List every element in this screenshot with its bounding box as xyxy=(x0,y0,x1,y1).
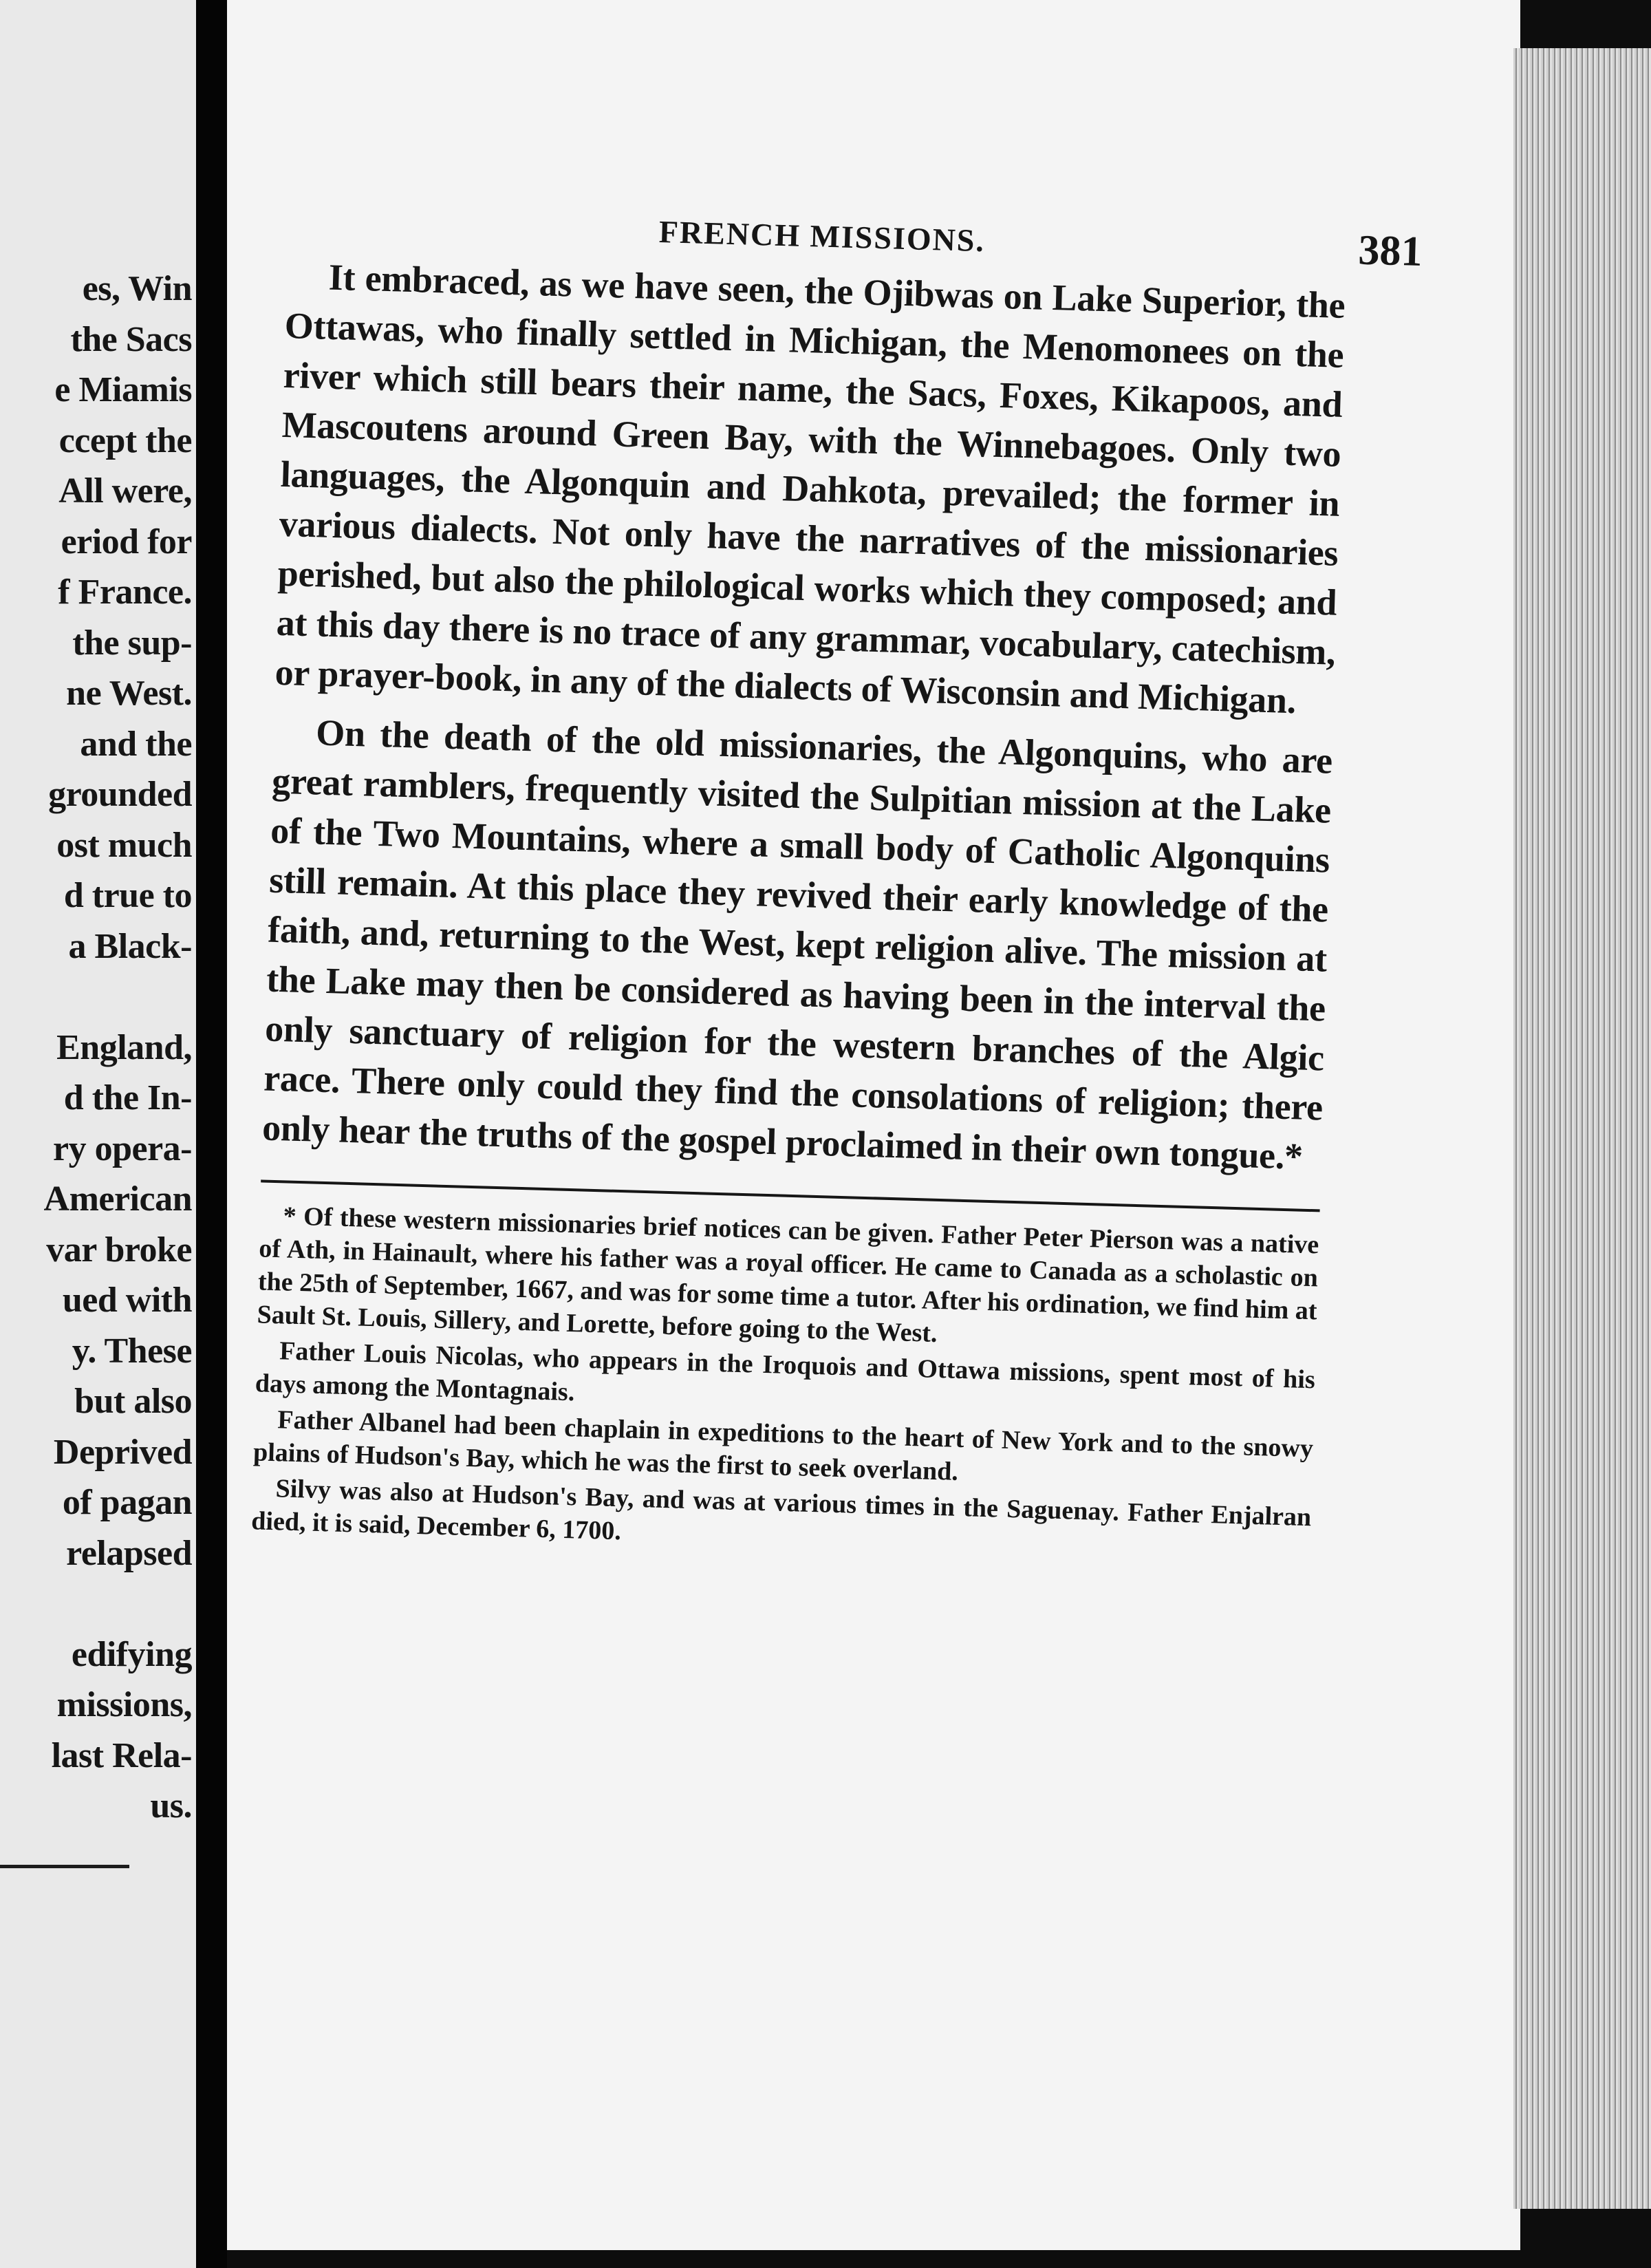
left-page-line: but also xyxy=(74,1382,192,1421)
left-footnote-rule xyxy=(0,1865,129,1868)
left-page-line: var broke xyxy=(46,1230,192,1270)
left-page-line: d the In- xyxy=(63,1078,192,1117)
left-page-line: and the xyxy=(80,724,192,764)
left-page-line: England, xyxy=(56,1027,192,1067)
left-page-line: es, Win xyxy=(82,269,192,308)
left-page-line: the sup- xyxy=(72,623,192,663)
left-page-line: a Black- xyxy=(68,926,192,966)
left-page-line: d true to xyxy=(63,876,192,915)
left-page-line: ost much xyxy=(56,825,192,865)
page-number: 381 xyxy=(1357,226,1423,276)
body-paragraph-2: On the death of the old missionaries, the Algonquins, who are great ramblers, frequently visited the Sulpitian mission at the Lake of the Two Mountains, where a small body of Catholic Algonquins still remain. At this place they revived their early knowledge of the faith, and, returning to the West, kept religion alive. The mission at the Lake may then be considered as having been in the interval the only sanctuary of religion for the western branches of the Algic race. There only could they find the consolations of religion; there only hear the truths of the gospel proclaimed in their own tongue.* xyxy=(261,712,1333,1177)
left-page-line: missions, xyxy=(56,1685,192,1724)
left-page-line: edifying xyxy=(71,1634,192,1674)
left-page-line: eriod for xyxy=(61,522,192,561)
left-page-line: grounded xyxy=(48,775,192,814)
left-page-line: of pagan xyxy=(62,1483,192,1522)
left-page-line: American xyxy=(43,1179,192,1219)
left-page-fragment xyxy=(0,0,196,2268)
page-edges xyxy=(1513,48,1651,2209)
left-page-line: last Rela- xyxy=(51,1735,192,1775)
book-gutter xyxy=(196,0,227,2268)
footnote-4: Silvy was also at Hudson's Bay, and was at various times in the Saguenay. Father Enjalran died, it is said, December 6, 1700. xyxy=(250,1474,1312,1546)
left-page-line: f France. xyxy=(58,573,192,612)
left-page-line: ne West. xyxy=(66,674,192,713)
footnote-3: Father Albanel had been chaplain in expeditions to the heart of New York and to the snowy plains of Hudson's Bay, which he was the first to seek overland. xyxy=(252,1405,1314,1486)
page-content xyxy=(250,175,1423,1570)
running-title: FRENCH MISSIONS. xyxy=(658,214,986,259)
left-page-line: the Sacs xyxy=(70,319,192,359)
footnote-2: Father Louis Nicolas, who appears in the Iroquois and Ottawa missions, spent most of his days among the Montagnais. xyxy=(255,1336,1316,1407)
left-page-line: relapsed xyxy=(66,1533,192,1573)
left-page-line: y. These xyxy=(72,1331,192,1371)
footnote-1: * Of these western missionaries brief notices can be given. Father Peter Pierson was a native of Ath, in Hainault, where his father was a royal officer. He came to Canada as a scholastic on the 25th of September, 1667, and was for some time a tutor. After his ordination, we find him at Sault St. Louis, Sillery, and Lorette, before going to the West. xyxy=(257,1201,1319,1348)
left-page-line: Deprived xyxy=(53,1432,192,1472)
left-page-line: e Miamis xyxy=(54,370,192,409)
left-page-line: ccept the xyxy=(58,420,192,460)
left-page-line: us. xyxy=(150,1786,192,1826)
left-page-line: All were, xyxy=(58,471,192,511)
left-page-line: ued with xyxy=(62,1281,192,1320)
body-paragraph-1: It embraced, as we have seen, the Ojibwas on Lake Superior, the Ottawas, who finally settled in Michigan, the Menomonees on the river which still bears their name, the Sacs, Foxes, Kikapoos, and Mascoutens around Green Bay, with the Winnebagoes. Only two languages, the Algonquin and Dahkota, prevailed; the former in various dialects. Not only have the narratives of the missionaries perished, but also the philological works which they composed; and at this day there is no trace of any grammar, vocabulary, catechism, or prayer-book, in any of the dialects of Wisconsin and Michigan. xyxy=(274,256,1346,722)
right-page xyxy=(227,0,1520,2250)
left-page-line: ry opera- xyxy=(53,1128,192,1168)
